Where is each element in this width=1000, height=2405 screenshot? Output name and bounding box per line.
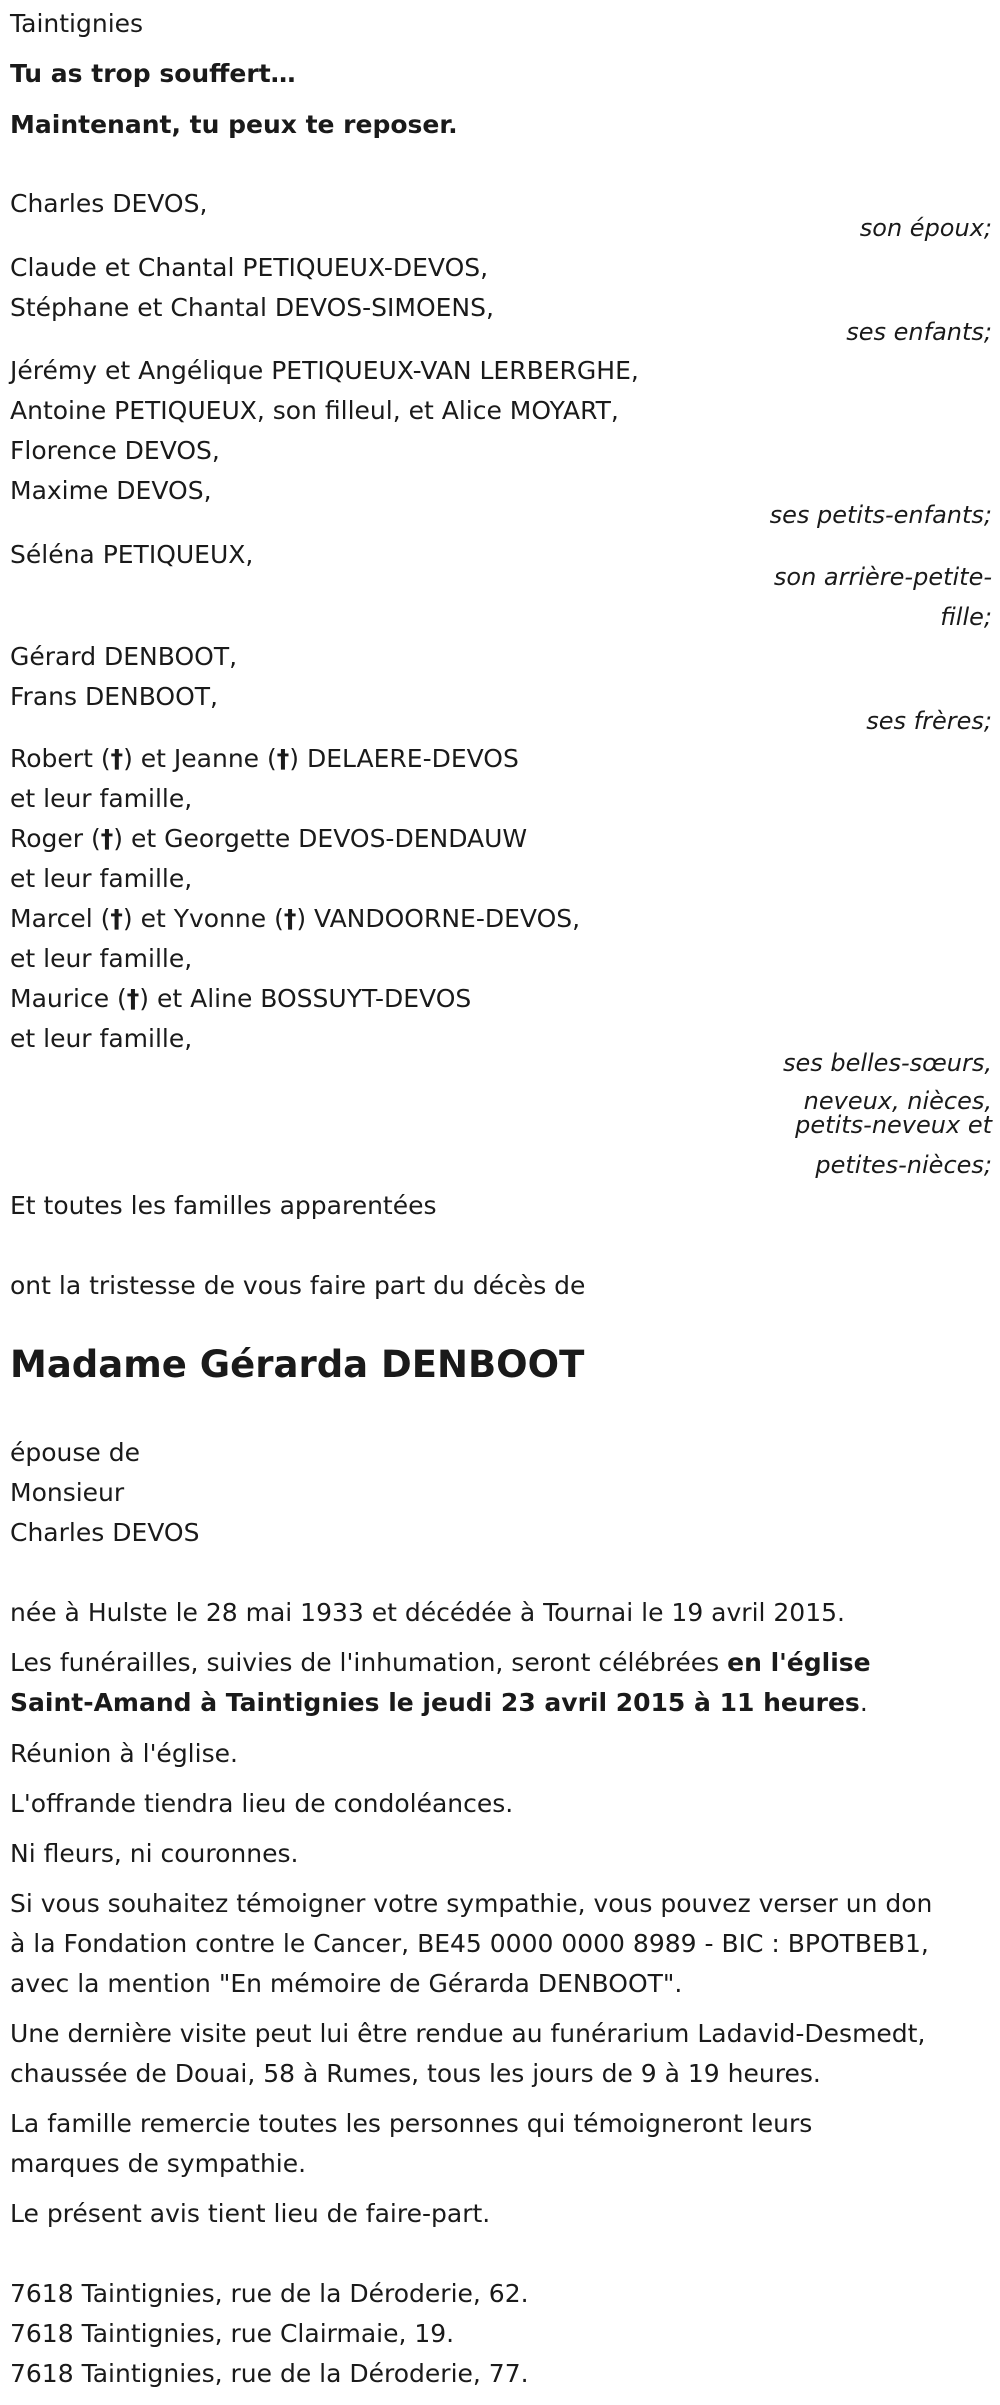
announcement: ont la tristesse de vous faire part du décès de [10,1271,586,1300]
quote-line-1: Tu as trop souffert… [10,59,296,88]
birth-death: née à Hulste le 28 mai 1933 et décédée à Tournai le 19 avril 2015. [10,1598,845,1627]
offrande-text: L'offrande tiendra lieu de condoléances. [10,1789,514,1818]
child-name: Claude et Chantal PETIQUEUX-DEVOS, [10,253,489,282]
brother-name: Frans DENBOOT, [10,682,219,711]
inlaw-line-3: Marcel (†) et Yvonne (†) VANDOORNE-DEVOS, [10,904,581,933]
reunion-text: Réunion à l'église. [10,1739,238,1768]
inlaws-role: petits-neveux et [795,1111,992,1139]
dagger-icon: † [126,984,140,1013]
dagger-icon: † [276,744,290,773]
children-role: ses enfants; [846,318,992,346]
quote-line-2: Maintenant, tu peux te reposer. [10,110,458,139]
donation-line: Si vous souhaitez témoigner votre sympathie, vous pouvez verser un don [10,1889,933,1918]
child-name: Stéphane et Chantal DEVOS-SIMOENS, [10,293,494,322]
inlaw-family: et leur famille, [10,864,193,893]
inlaw-line-2: Roger (†) et Georgette DEVOS-DENDAUW [10,824,528,853]
place-heading: Taintignies [10,9,144,38]
address-line: 7618 Taintignies, rue de la Déroderie, 62. [10,2279,529,2308]
spouse-line: Monsieur [10,1478,125,1507]
inlaw-line-1: Robert (†) et Jeanne (†) DELAERE-DEVOS [10,744,519,773]
address-line: 7618 Taintignies, rue de la Déroderie, 77. [10,2359,529,2388]
great-grandchild-role-cont: fille; [940,603,992,631]
dagger-icon: † [100,824,114,853]
grandchild-name: Maxime DEVOS, [10,476,212,505]
great-grandchild-role: son arrière-petite- [773,563,992,591]
faire-part-text: Le présent avis tient lieu de faire-part. [10,2199,491,2228]
inlaw-family: et leur famille, [10,1024,193,1053]
spouse-line: Charles DEVOS [10,1518,200,1547]
fleurs-text: Ni fleurs, ni couronnes. [10,1839,299,1868]
inlaw-family: et leur famille, [10,944,193,973]
donation-line: avec la mention "En mémoire de Gérarda DENBOOT". [10,1969,683,1998]
grandchild-name: Jérémy et Angélique PETIQUEUX-VAN LERBERGHE, [10,356,639,385]
visit-line: chaussée de Douai, 58 à Rumes, tous les jours de 9 à 19 heures. [10,2059,821,2088]
funeral-info: Les funérailles, suivies de l'inhumation, seront célébrées en l'église Saint-Amand à Taintignies le jeudi 23 avril 2015 à 11 heures. [10,1648,871,1717]
spouse-name: Charles DEVOS, [10,189,208,218]
inlaw-line-4: Maurice (†) et Aline BOSSUYT-DEVOS [10,984,472,1013]
grandchild-name: Antoine PETIQUEUX, son filleul, et Alice MOYART, [10,396,619,425]
great-grandchild-name: Séléna PETIQUEUX, [10,540,254,569]
spouse-role: son époux; [859,214,992,242]
brothers-role: ses frères; [866,707,992,735]
spouse-line: épouse de [10,1438,140,1467]
dagger-icon: † [110,904,123,933]
thanks-line: La famille remercie toutes les personnes qui témoigneront leurs [10,2109,813,2138]
visit-line: Une dernière visite peut lui être rendue au funérarium Ladavid-Desmedt, [10,2019,926,2048]
dagger-icon: † [283,904,297,933]
inlaws-role: neveux, nièces, [803,1087,992,1115]
grandchildren-role: ses petits-enfants; [769,501,992,529]
inlaw-family: et leur famille, [10,784,193,813]
thanks-line: marques de sympathie. [10,2149,307,2178]
grandchild-name: Florence DEVOS, [10,436,220,465]
brother-name: Gérard DENBOOT, [10,642,238,671]
dagger-icon: † [110,744,124,773]
inlaws-role: ses belles-sœurs, [782,1049,992,1077]
other-families: Et toutes les familles apparentées [10,1191,437,1220]
donation-line: à la Fondation contre le Cancer, BE45 0000 0000 8989 - BIC : BPOTBEB1, [10,1929,929,1958]
address-line: 7618 Taintignies, rue Clairmaie, 19. [10,2319,455,2348]
inlaws-role: petites-nièces; [815,1151,992,1179]
deceased-name: Madame Gérarda DENBOOT [10,1343,585,1386]
